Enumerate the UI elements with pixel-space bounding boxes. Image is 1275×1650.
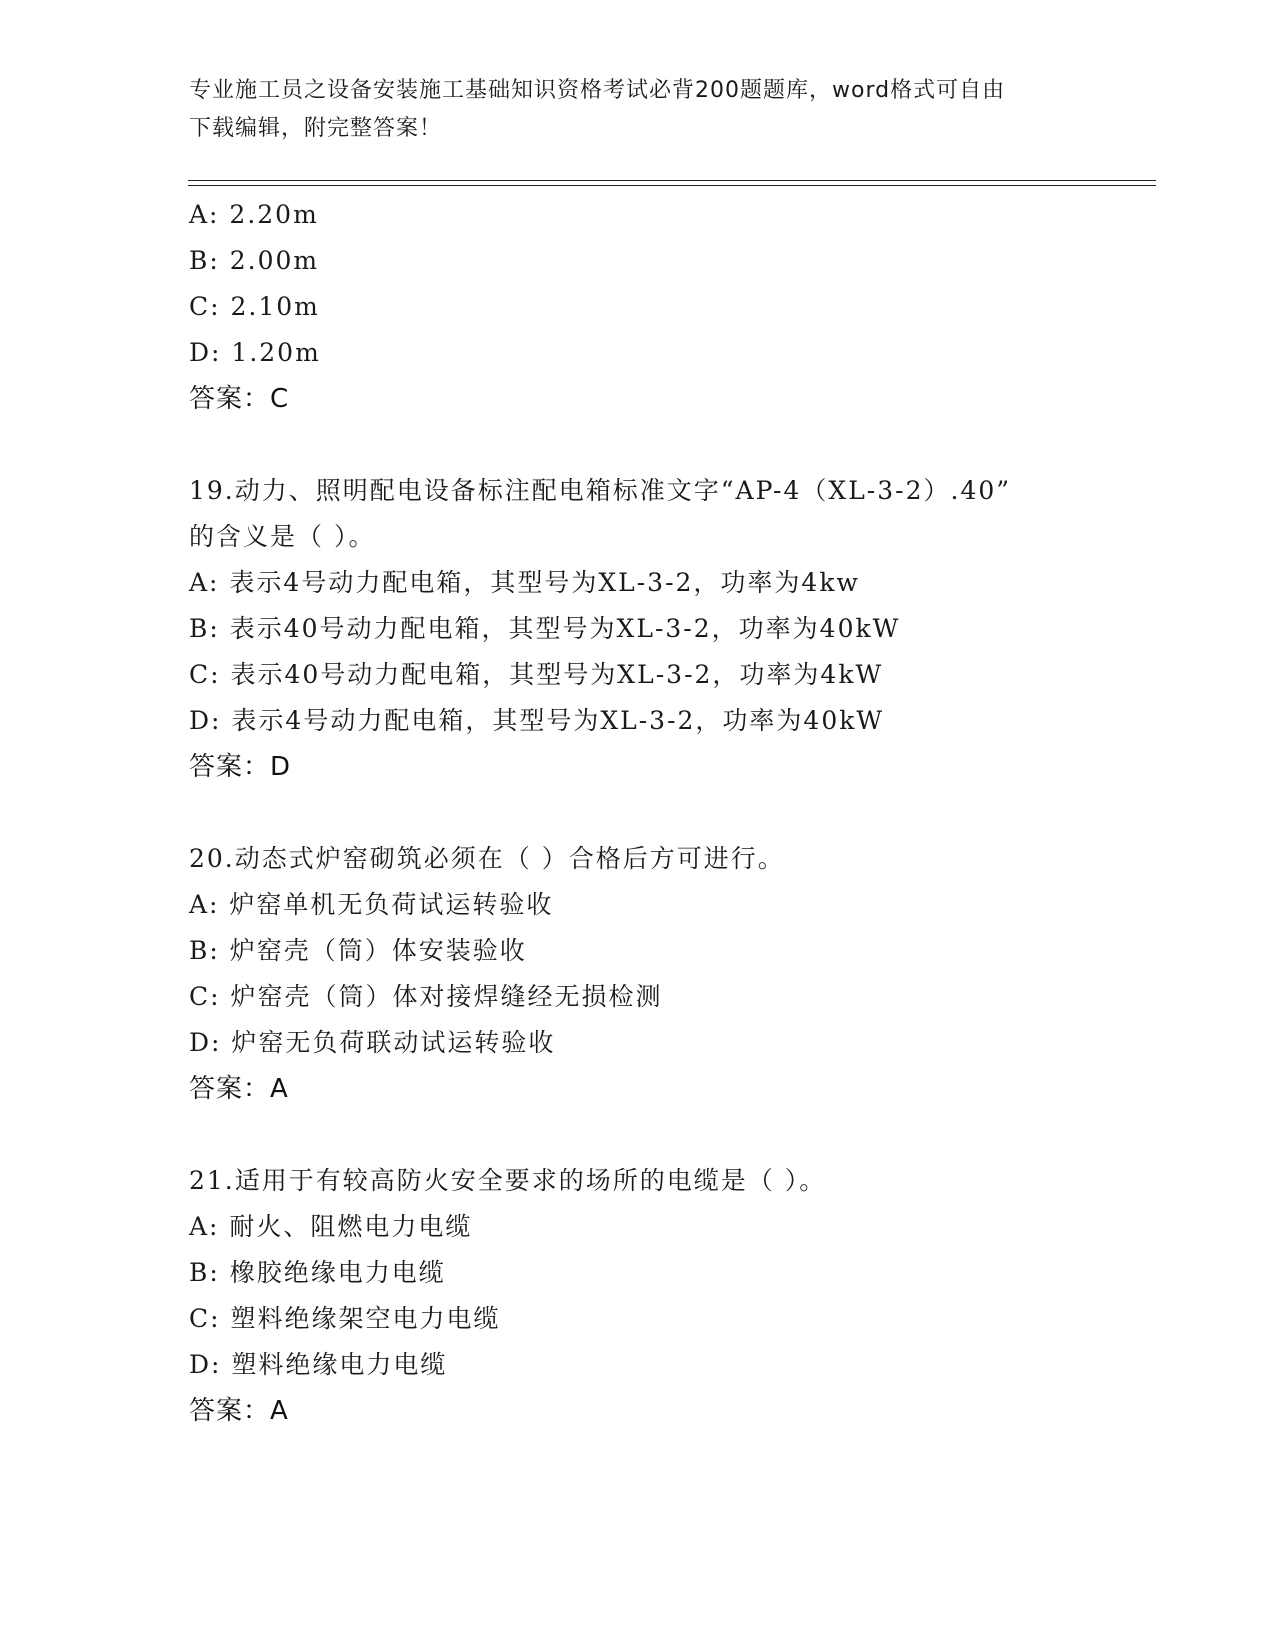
question-20 [189, 836, 1119, 1112]
option-a: A: 炉窑单机无负荷试运转验收 [189, 890, 554, 919]
header-title-line-2: 下载编辑，附完整答案！ [189, 116, 443, 141]
answer-line: 答案：A [189, 1074, 289, 1104]
answer-line: 答案：D [189, 752, 292, 782]
question-18-continued [189, 192, 1119, 422]
question-21 [189, 1158, 1119, 1434]
spacer [189, 1112, 1119, 1158]
header-title-line-1: 专业施工员之设备安装施工基础知识资格考试必背200题题库，word格式可自由 [189, 78, 1006, 103]
option-b: B: 炉窑壳（筒）体安装验收 [189, 936, 527, 965]
answer-line: 答案：A [189, 1396, 289, 1426]
option-a: A: 耐火、阻燃电力电缆 [189, 1212, 473, 1241]
option-c: C: 表示40号动力配电箱，其型号为XL-3-2，功率为4kW [189, 660, 884, 689]
option-a: A: 2.20m [189, 200, 319, 229]
option-d: D: 1.20m [189, 338, 321, 367]
option-b: B: 2.00m [189, 246, 320, 275]
document-body [189, 192, 1119, 1434]
spacer [189, 790, 1119, 836]
spacer [189, 422, 1119, 468]
question-stem: 20.动态式炉窑砌筑必须在（ ）合格后方可进行。 [189, 844, 785, 873]
option-b: B: 表示40号动力配电箱，其型号为XL-3-2，功率为40kW [189, 614, 901, 643]
option-d: D: 炉窑无负荷联动试运转验收 [189, 1028, 556, 1057]
question-stem: 21.适用于有较高防火安全要求的场所的电缆是（ ）。 [189, 1166, 827, 1195]
question-stem-line-1: 19.动力、照明配电设备标注配电箱标准文字“AP-4（XL-3-2）.40” [189, 476, 1012, 505]
header-divider [188, 180, 1156, 186]
answer-line: 答案：C [189, 384, 290, 414]
option-b: B: 橡胶绝缘电力电缆 [189, 1258, 446, 1287]
option-d: D: 塑料绝缘电力电缆 [189, 1350, 448, 1379]
question-19 [189, 468, 1119, 790]
question-stem-line-2: 的含义是（ ）。 [189, 522, 376, 551]
option-c: C: 塑料绝缘架空电力电缆 [189, 1304, 501, 1333]
option-c: C: 2.10m [189, 292, 320, 321]
option-a: A: 表示4号动力配电箱，其型号为XL-3-2，功率为4kw [189, 568, 860, 597]
document-header [189, 72, 1079, 148]
option-c: C: 炉窑壳（筒）体对接焊缝经无损检测 [189, 982, 663, 1011]
option-d: D: 表示4号动力配电箱，其型号为XL-3-2，功率为40kW [189, 706, 885, 735]
